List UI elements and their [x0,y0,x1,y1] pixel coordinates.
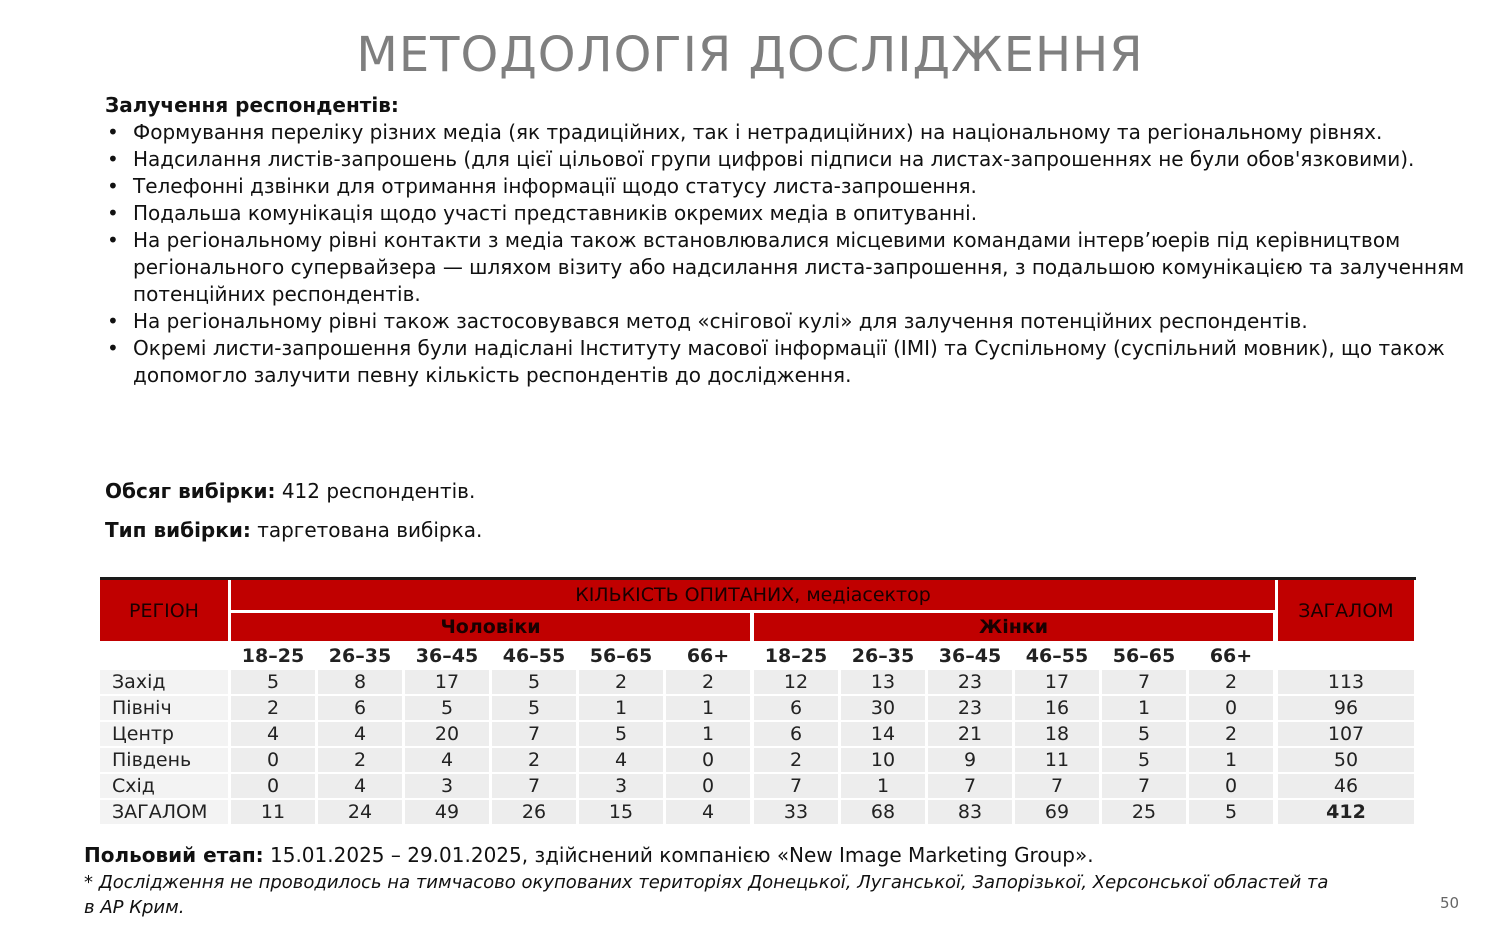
table-cell: 69 [1015,800,1099,824]
recruitment-item: • Надсилання листів-запрошень (для цієї цільової групи цифрові підписи на листах-запрошеннях не були обов'язковими). [105,146,1475,173]
table-cell: 17 [405,670,489,694]
table-cell: 0 [1189,774,1273,798]
table-cell: 10 [841,748,925,772]
table-cell: 68 [841,800,925,824]
table-cell: 4 [405,748,489,772]
table-cell: 4 [318,722,402,746]
recruitment-item: • Формування переліку різних медіа (як традиційних, так і нетрадиційних) на національному та регіональному рівнях. [105,119,1475,146]
sample-type [105,517,482,544]
table-cell: 33 [754,800,838,824]
table-row-region: ЗАГАЛОМ [100,800,228,824]
table-cell: 1 [841,774,925,798]
recruitment-item: • Окремі листи-запрошення були надіслані Інституту масової інформації (IMI) та Суспільному (суспільний мовник), що також допомогло залучити певну кількість респондентів до дослідження. [105,335,1475,389]
table-row-region: Центр [100,722,228,746]
age-group-header: 46–55 [502,644,566,667]
table-cell: 2 [1189,670,1273,694]
table-cell: 1 [1189,748,1273,772]
table-cell: 7 [928,774,1012,798]
recruitment-item: • На регіональному рівні контакти з медіа також встановлювалися місцевими командами інтерв’юерів під керівництвом регіонального супервайзера — шляхом візиту або надсилання листа-запрошення, з подальшою комунікацією та залученням потенційних респондентів. [105,227,1475,308]
age-group-header: 26–35 [328,644,392,667]
table-cell: 3 [579,774,663,798]
region-header: РЕГІОН [100,580,228,641]
table-cell: 7 [1015,774,1099,798]
age-group-header: 66+ [686,644,730,667]
respondents-table [100,577,1416,827]
table-row-total: 50 [1278,748,1414,772]
table-cell: 0 [231,748,315,772]
total-header: ЗАГАЛОМ [1278,580,1414,641]
age-group-header: 36–45 [415,644,479,667]
fieldwork-value: 15.01.2025 – 29.01.2025, здійснений компанією «New Image Marketing Group». [270,843,1094,867]
table-cell: 14 [841,722,925,746]
table-cell: 6 [754,696,838,720]
sample-size-label: Обсяг вибірки: [105,479,276,503]
table-cell: 30 [841,696,925,720]
table-cell: 5 [579,722,663,746]
table-row-region: Північ [100,696,228,720]
table-cell: 9 [928,748,1012,772]
table-cell: 16 [1015,696,1099,720]
sample-size-value: 412 респондентів. [281,479,476,503]
table-cell: 7 [492,722,576,746]
table-cell: 0 [231,774,315,798]
men-header: Чоловіки [231,613,750,641]
table-cell: 11 [231,800,315,824]
recruitment-section [105,92,1475,389]
age-group-header: 18–25 [241,644,305,667]
table-cell: 2 [666,670,750,694]
table-cell: 2 [1189,722,1273,746]
table-cell: 2 [579,670,663,694]
table-cell: 5 [1102,748,1186,772]
table-cell: 0 [666,748,750,772]
table-cell: 25 [1102,800,1186,824]
table-cell: 7 [492,774,576,798]
table-cell: 7 [1102,670,1186,694]
recruitment-item: • Подальша комунікація щодо участі представників окремих медіа в опитуванні. [105,200,1475,227]
table-cell: 5 [231,670,315,694]
table-row-region: Південь [100,748,228,772]
age-group-header: 56–65 [1112,644,1176,667]
table-cell: 20 [405,722,489,746]
table-cell: 7 [1102,774,1186,798]
table-cell: 2 [318,748,402,772]
table-cell: 3 [405,774,489,798]
table-row-region: Захід [100,670,228,694]
table-row-region: Схід [100,774,228,798]
recruitment-heading: Залучення респондентів: [105,93,399,117]
recruitment-list [105,119,1475,389]
table-cell: 1 [666,696,750,720]
table-cell: 23 [928,670,1012,694]
table-cell: 2 [754,748,838,772]
age-group-header: 46–55 [1025,644,1089,667]
table-cell: 4 [666,800,750,824]
table-cell: 26 [492,800,576,824]
table-cell: 11 [1015,748,1099,772]
table-cell: 4 [579,748,663,772]
table-cell: 5 [1102,722,1186,746]
table-cell: 5 [492,696,576,720]
fieldwork-line [84,842,1094,868]
table-cell: 5 [1189,800,1273,824]
table-row-total: 113 [1278,670,1414,694]
table-row-total: 96 [1278,696,1414,720]
table-cell: 18 [1015,722,1099,746]
table-cell: 4 [318,774,402,798]
table-row-total: 412 [1278,800,1414,824]
age-group-header: 56–65 [589,644,653,667]
table-cell: 24 [318,800,402,824]
table-cell: 17 [1015,670,1099,694]
table-cell: 13 [841,670,925,694]
table-cell: 1 [1102,696,1186,720]
table-cell: 7 [754,774,838,798]
page-title: МЕТОДОЛОГІЯ ДОСЛІДЖЕННЯ [356,27,1144,83]
table-cell: 12 [754,670,838,694]
table-cell: 2 [492,748,576,772]
table-cell: 6 [318,696,402,720]
recruitment-item: • На регіональному рівні також застосовувався метод «снігової кулі» для залучення потенційних респондентів. [105,308,1475,335]
recruitment-item: • Телефонні дзвінки для отримання інформації щодо статусу листа-запрошення. [105,173,1475,200]
age-group-header: 36–45 [938,644,1002,667]
age-group-header: 26–35 [851,644,915,667]
table-row-total: 46 [1278,774,1414,798]
fieldwork-label: Польовий етап: [84,843,264,867]
table-cell: 15 [579,800,663,824]
table-cell: 2 [231,696,315,720]
women-header: Жінки [754,613,1273,641]
table-cell: 23 [928,696,1012,720]
page-number: 50 [1440,894,1460,912]
table-cell: 6 [754,722,838,746]
main-header: КІЛЬКІСТЬ ОПИТАНИХ, медіасектор [231,580,1275,610]
table-cell: 5 [492,670,576,694]
sample-type-label: Тип вибірки: [105,518,251,542]
sample-type-value: таргетована вибірка. [257,518,483,542]
table-cell: 4 [231,722,315,746]
table-cell: 83 [928,800,1012,824]
table-cell: 5 [405,696,489,720]
table-cell: 0 [666,774,750,798]
table-cell: 0 [1189,696,1273,720]
table-cell: 21 [928,722,1012,746]
table-cell: 1 [579,696,663,720]
table-cell: 1 [666,722,750,746]
table-row-total: 107 [1278,722,1414,746]
table-cell: 49 [405,800,489,824]
age-group-header: 66+ [1209,644,1253,667]
table-cell: 8 [318,670,402,694]
footnote: * Дослідження не проводилось на тимчасово окупованих територіях Донецької, Луганської, Запорізької, Херсонської областей та в АР Крим. [84,872,1329,918]
age-group-header: 18–25 [764,644,828,667]
sample-size [105,478,475,505]
